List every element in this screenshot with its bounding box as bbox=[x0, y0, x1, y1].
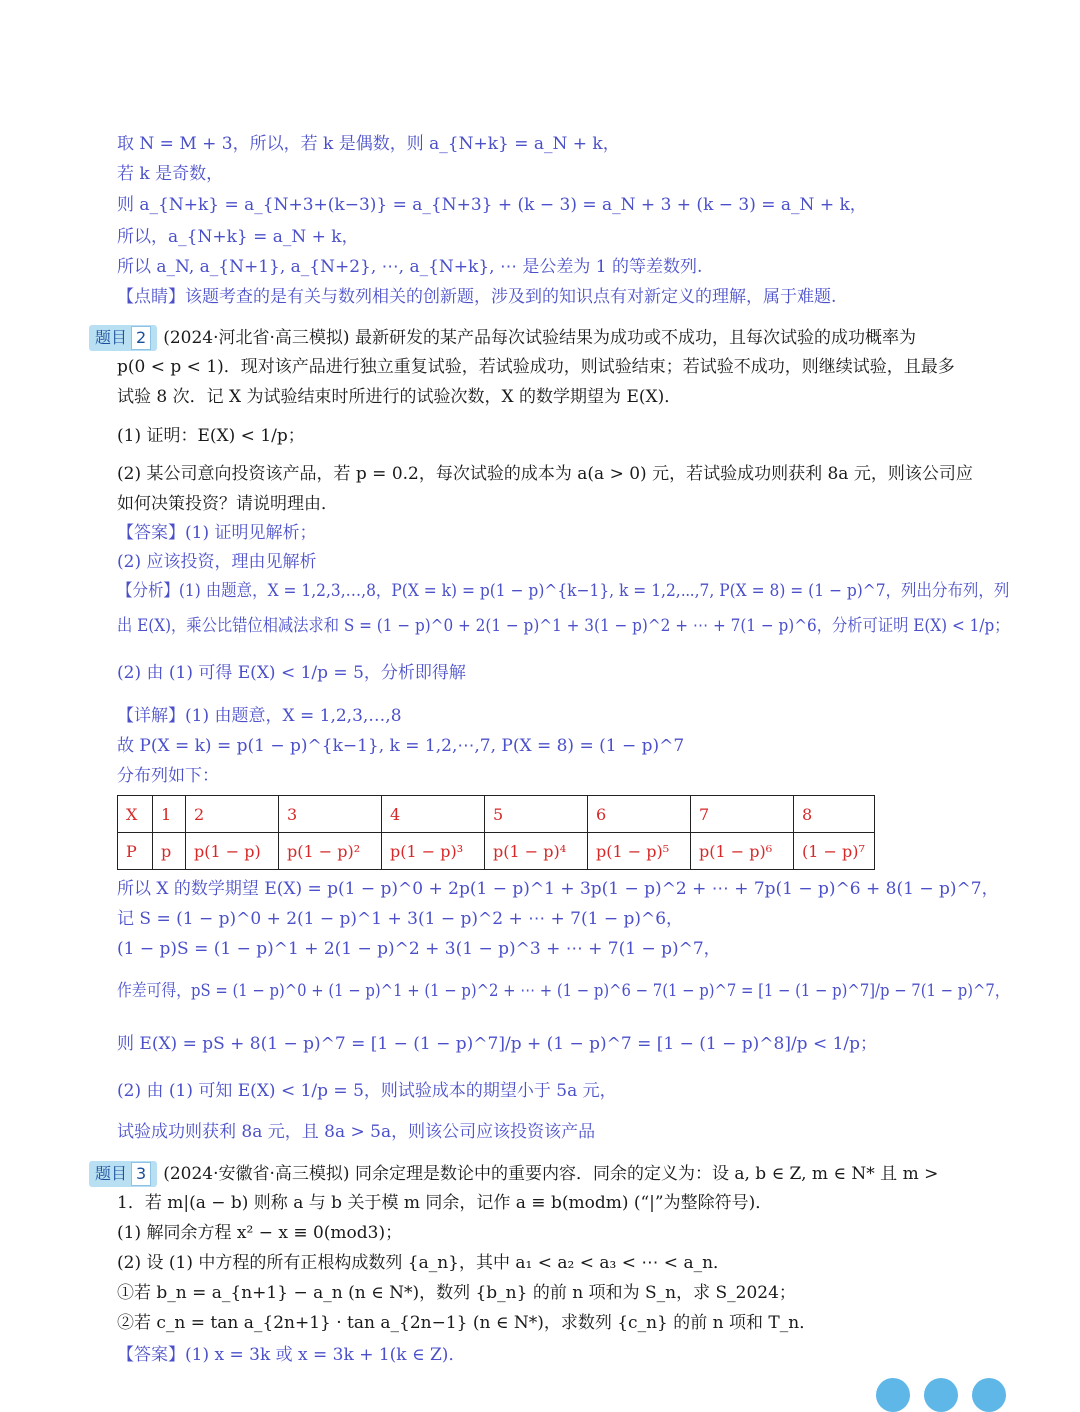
analysis-line: (2) 由 (1) 可得 E(X) < 1/p = 5，分析即得解 bbox=[117, 663, 466, 683]
table-cell: P bbox=[118, 833, 153, 870]
question-number: 3 bbox=[131, 1162, 151, 1186]
solution-line: 则 a_{N+k} = a_{N+3+(k−3)} = a_{N+3} + (k − 3) = a_N + 3 + (k − 3) = a_N + k， bbox=[117, 195, 867, 215]
solution-line: 所以，a_{N+k} = a_N + k， bbox=[117, 227, 359, 247]
answer-line: 【答案】(1) 证明见解析； bbox=[117, 523, 317, 543]
answer-line: (2) 应该投资，理由见解析 bbox=[117, 552, 317, 572]
table-cell: p(1 − p)⁵ bbox=[588, 833, 691, 870]
detail-line: 所以 X 的数学期望 E(X) = p(1 − p)^0 + 2p(1 − p)^1 + 3p(1 − p)^2 + ⋯ + 7p(1 − p)^6 + 8(1 − p)^7， bbox=[117, 879, 999, 899]
table-cell: 3 bbox=[279, 796, 382, 833]
table-cell: 5 bbox=[485, 796, 588, 833]
question-2-header bbox=[89, 325, 916, 351]
question-line: 试验 8 次．记 X 为试验结束时所进行的试验次数，X 的数学期望为 E(X)． bbox=[117, 387, 682, 407]
detail-line: 分布列如下： bbox=[117, 766, 219, 786]
answer-line: 【答案】(1) x = 3k 或 x = 3k + 1(k ∈ Z)． bbox=[117, 1345, 466, 1365]
table-row bbox=[118, 796, 875, 833]
table-cell: p bbox=[153, 833, 186, 870]
table-cell: p(1 − p)³ bbox=[382, 833, 485, 870]
question-line: (1) 证明：E(X) < 1/p； bbox=[117, 426, 305, 446]
question-3-header bbox=[89, 1161, 938, 1187]
table-cell: (1 − p)⁷ bbox=[794, 833, 875, 870]
solution-line: 若 k 是奇数， bbox=[117, 164, 224, 184]
question-line: 1．若 m|(a − b) 则称 a 与 b 关于模 m 同余，记作 a ≡ b(modm) (“|”为整除符号)． bbox=[117, 1193, 773, 1213]
table-cell: p(1 − p)⁴ bbox=[485, 833, 588, 870]
remark-line: 【点睛】该题考查的是有关与数列相关的创新题，涉及到的知识点有对新定义的理解，属于难题. bbox=[117, 287, 837, 307]
question-line: 如何决策投资？请说明理由． bbox=[117, 494, 338, 514]
solution-line: 取 N = M + 3，所以，若 k 是偶数，则 a_{N+k} = a_N + k， bbox=[117, 134, 620, 154]
table-cell: p(1 − p)⁶ bbox=[691, 833, 794, 870]
decoration-circle bbox=[972, 1378, 1006, 1412]
decoration-circle bbox=[924, 1378, 958, 1412]
question-line: (2) 某公司意向投资该产品，若 p = 0.2，每次试验的成本为 a(a > 0) 元，若试验成功则获利 8a 元，则该公司应 bbox=[117, 464, 973, 484]
question-tag: 题目 2 bbox=[89, 325, 157, 351]
detail-line: 记 S = (1 − p)^0 + 2(1 − p)^1 + 3(1 − p)^2 + ⋯ + 7(1 − p)^6， bbox=[117, 909, 684, 929]
analysis-line: 【分析】(1) 由题意，X = 1,2,3,…,8，P(X = k) = p(1 − p)^{k−1}, k = 1,2,⋯,7, P(X = 8) = (1 − p)^7，列出分布列，列 bbox=[117, 581, 1010, 601]
question-line: (2024·河北省·高三模拟) 最新研发的某产品每次试验结果为成功或不成功，且每次试验的成功概率为 bbox=[163, 328, 916, 348]
question-number: 2 bbox=[131, 326, 151, 350]
table-cell: p(1 − p) bbox=[186, 833, 279, 870]
question-line: (1) 解同余方程 x² − x ≡ 0(mod3)； bbox=[117, 1223, 403, 1243]
analysis-line: 出 E(X)，乘公比错位相减法求和 S = (1 − p)^0 + 2(1 − p)^1 + 3(1 − p)^2 + ⋯ + 7(1 − p)^6，分析可证明 E(X) < 1/p； bbox=[117, 616, 1010, 636]
detail-line: 故 P(X = k) = p(1 − p)^{k−1}, k = 1,2,⋯,7, P(X = 8) = (1 − p)^7 bbox=[117, 736, 685, 756]
table-cell: 6 bbox=[588, 796, 691, 833]
table-row bbox=[118, 833, 875, 870]
question-line: (2) 设 (1) 中方程的所有正根构成数列 {a_n}，其中 a₁ < a₂ < a₃ < ⋯ < a_n． bbox=[117, 1253, 731, 1273]
table-cell: 4 bbox=[382, 796, 485, 833]
detail-line: 则 E(X) = pS + 8(1 − p)^7 = [1 − (1 − p)^7]/p + (1 − p)^7 = [1 − (1 − p)^8]/p < 1/p； bbox=[117, 1034, 878, 1054]
table-cell: 7 bbox=[691, 796, 794, 833]
distribution-table bbox=[117, 795, 875, 870]
table-cell: 1 bbox=[153, 796, 186, 833]
solution-line: 所以 a_N, a_{N+1}, a_{N+2}, ⋯, a_{N+k}, ⋯ 是公差为 1 的等差数列. bbox=[117, 257, 703, 277]
question-line: (2024·安徽省·高三模拟) 同余定理是数论中的重要内容．同余的定义为：设 a, b ∈ Z, m ∈ N* 且 m > bbox=[163, 1164, 939, 1184]
table-cell: 8 bbox=[794, 796, 875, 833]
detail-line: 【详解】(1) 由题意，X = 1,2,3,…,8 bbox=[117, 706, 402, 726]
detail-line: 试验成功则获利 8a 元，且 8a > 5a，则该公司应该投资该产品 bbox=[117, 1122, 596, 1142]
table-cell: 2 bbox=[186, 796, 279, 833]
question-line: p(0 < p < 1)．现对该产品进行独立重复试验，若试验成功，则试验结束；若试验不成功，则继续试验，且最多 bbox=[117, 357, 955, 377]
detail-line: (2) 由 (1) 可知 E(X) < 1/p = 5，则试验成本的期望小于 5a 元， bbox=[117, 1081, 617, 1101]
detail-line: 作差可得，pS = (1 − p)^0 + (1 − p)^1 + (1 − p)^2 + ⋯ + (1 − p)^6 − 7(1 − p)^7 = [1 − (1 − p)^7]/p − 7(1 − p)^7， bbox=[117, 981, 1010, 1001]
question-line: ①若 b_n = a_{n+1} − a_n (n ∈ N*)，数列 {b_n} 的前 n 项和为 S_n，求 S_2024； bbox=[117, 1283, 796, 1303]
table-cell: X bbox=[118, 796, 153, 833]
decoration-circle bbox=[876, 1378, 910, 1412]
question-tag: 题目 3 bbox=[89, 1161, 157, 1187]
detail-line: (1 − p)S = (1 − p)^1 + 2(1 − p)^2 + 3(1 − p)^3 + ⋯ + 7(1 − p)^7， bbox=[117, 939, 721, 959]
table-cell: p(1 − p)² bbox=[279, 833, 382, 870]
question-line: ②若 c_n = tan a_{2n+1} · tan a_{2n−1} (n ∈ N*)，求数列 {c_n} 的前 n 项和 T_n． bbox=[117, 1313, 817, 1333]
